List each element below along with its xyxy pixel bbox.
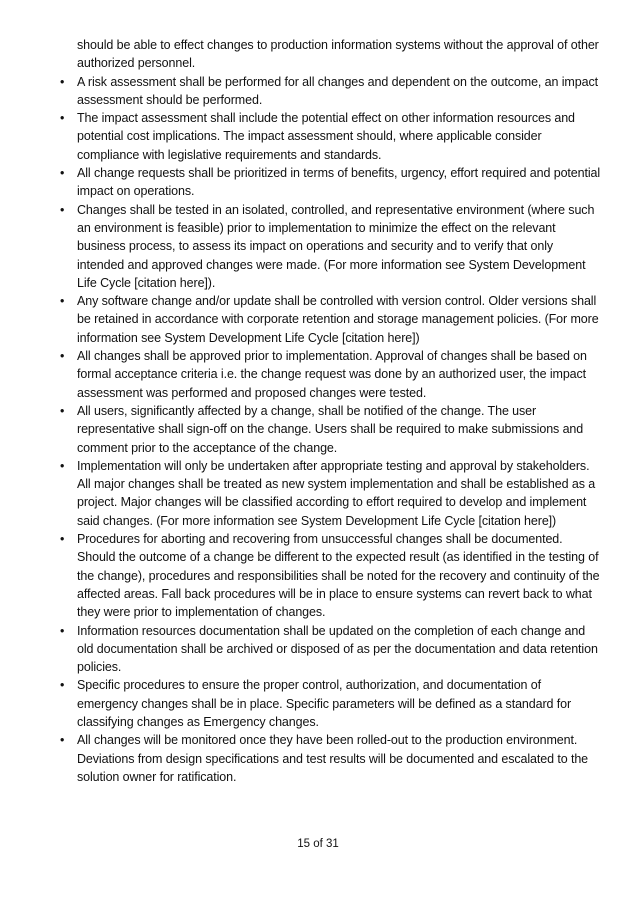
page-number: 15 of 31 [297, 838, 339, 850]
bullet-marker: • [60, 294, 65, 309]
bullet-marker: • [60, 111, 65, 126]
bullet-marker: • [60, 532, 65, 547]
bullet-list [57, 73, 602, 787]
list-item [57, 731, 602, 786]
list-item [57, 402, 602, 457]
list-item [57, 73, 602, 110]
bullet-marker: • [60, 403, 65, 418]
bullet-marker: • [60, 733, 65, 748]
list-item [57, 347, 602, 402]
list-item [57, 676, 602, 731]
list-item-text: The impact assessment shall include the potential effect on other information resources and potential cost implications. The impact assessment should, where applicable consider compliance with legislative requirements and standards. [77, 111, 575, 162]
bullet-marker: • [60, 166, 65, 181]
list-item [57, 457, 602, 530]
list-item-text: Specific procedures to ensure the proper control, authorization, and documentation of emergency changes shall be in place. Specific parameters will be defined as a standard for classifying changes as Emergency changes. [77, 678, 572, 729]
list-item-text: Information resources documentation shall be updated on the completion of each change and old documentation shall be archived or disposed of as per the documentation and data retention policies. [77, 623, 598, 675]
list-item-text: All users, significantly affected by a change, shall be notified of the change. The user representative shall sign-off on the change. Users shall be required to make submissions and comment prior to the acceptance of the change. [77, 403, 584, 455]
list-item [57, 109, 602, 164]
list-item [57, 530, 602, 621]
list-item-text: Procedures for aborting and recovering from unsuccessful changes shall be documented. Should the outcome of a change be different to the expected result (as identified in the testing of the change), procedures and responsibilities shall be noted for the recovery and continuity of the affected areas. Fall back procedures will be in place to ensure systems can revert back to what they were prior to implementation of changes. [77, 532, 600, 620]
bullet-marker: • [60, 678, 65, 693]
list-item-text: Any software change and/or update shall be controlled with version control. Older versions shall be retained in accordance with corporate retention and storage management policies. (For more information see System Development Life Cycle [citation here]) [77, 294, 599, 345]
page-content [57, 36, 602, 786]
bullet-marker: • [60, 74, 65, 89]
continuation-paragraph: should be able to effect changes to production information systems without the approval of other authorized personnel. [77, 38, 599, 71]
list-item-text: Changes shall be tested in an isolated, controlled, and representative environment (where such an environment is feasible) prior to implementation to minimize the effect on the relevant business process, to assess its impact on operations and security and to verify that only intended and approved changes were made. (For more information see System Development Life Cycle [citation here]). [77, 202, 595, 290]
list-item-text: A risk assessment shall be performed for all changes and dependent on the outcome, an impact assessment should be performed. [77, 74, 598, 107]
bullet-marker: • [60, 349, 65, 364]
bullet-marker: • [60, 202, 65, 217]
bullet-marker: • [60, 623, 65, 638]
list-item [57, 292, 602, 347]
list-item [57, 164, 602, 201]
list-item-text: All change requests shall be prioritized in terms of benefits, urgency, effort required and potential impact on operations. [77, 166, 601, 199]
list-item-text: All changes will be monitored once they have been rolled-out to the production environment. Deviations from design specifications and test results will be documented and escalated to the solution owner for ratification. [77, 733, 589, 784]
list-item [57, 201, 602, 292]
bullet-marker: • [60, 458, 65, 473]
list-item-text: Implementation will only be undertaken after appropriate testing and approval by stakeholders. All major changes shall be treated as new system implementation and shall be established as a project. Major changes will be classified according to effort required to develop and implement said changes. (For more information see System Development Life Cycle [citation here]) [77, 458, 596, 528]
list-item-text: All changes shall be approved prior to implementation. Approval of changes shall be based on formal acceptance criteria i.e. the change request was done by an authorized user, the impact assessment was performed and proposed changes were tested. [77, 349, 587, 400]
list-item [57, 622, 602, 677]
